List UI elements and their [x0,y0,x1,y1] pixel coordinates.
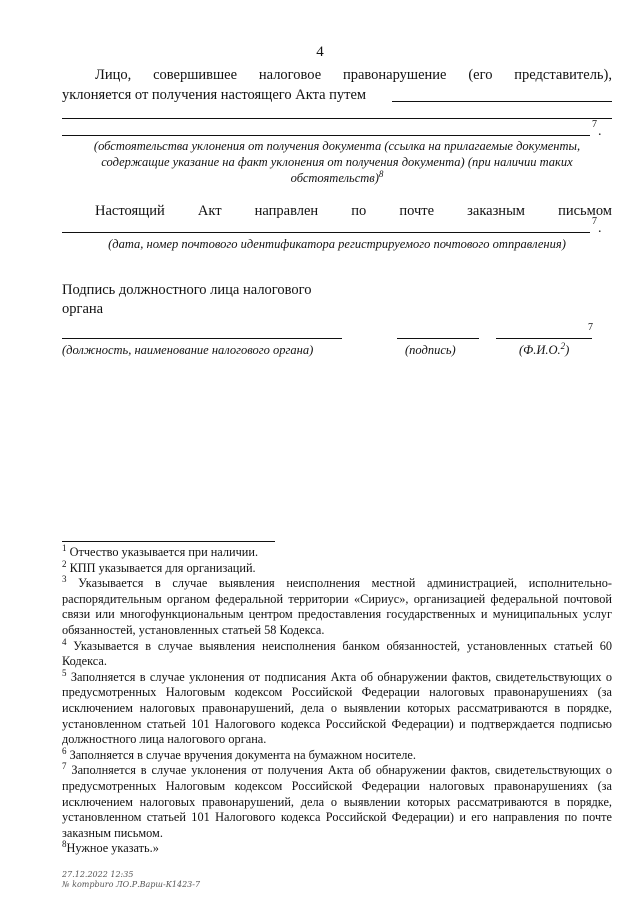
footnote [62,542,612,561]
footnote-text: Нужное указать.» [66,841,159,856]
word: совершившее [153,67,238,83]
period: . [598,124,602,139]
name-fill-line[interactable] [496,338,592,339]
footnote [62,576,612,638]
name-caption [519,342,569,358]
word: письмом [558,203,612,219]
word: направлен [254,203,319,219]
heading-line: Подпись должностного лица налогового [62,282,312,298]
footnote-number: 6 [62,745,67,756]
footnote-separator [62,541,275,542]
footnote-number: 1 [62,542,67,553]
evasion-caption [62,138,612,186]
heading-line: органа [62,301,104,317]
print-stamp [62,870,200,890]
footnote-text: Указывается в случае выявления неисполнения местной администрацией, исполнительно-распорядительным органом федеральной территории «Сириус», организацией федеральной почтовой связи или многофункциональным центром предоставления государственных и муниципальных услуг обязанностей, установленных статьей 58 Кодекса. [62,576,613,637]
footnote-mark: 7 [588,322,593,333]
word: налоговое [258,67,322,83]
word: Лицо, [95,67,132,83]
footnote [62,745,612,764]
caption-line: содержащие указание на факт уклонения от получения документа) (при наличии таких [101,155,573,169]
footnote-text: Отчество указывается при наличии. [69,545,259,559]
stamp-line: 27.12.2022 12:35 [62,870,134,879]
footnote-number: 3 [62,574,67,585]
word: (его [468,67,493,83]
evasion-line1 [95,66,612,85]
word: Настоящий [95,203,165,219]
signature-heading [62,281,382,319]
position-fill-line[interactable] [62,338,342,339]
word: представитель), [514,67,612,83]
footnote-number: 2 [62,558,67,569]
footnote-text: Заполняется в случае вручения документа на бумажном носителе. [69,747,416,762]
mail-fill-line[interactable] [62,232,590,233]
word: почте [399,203,435,219]
caption-text: (Ф.И.О. [519,343,561,357]
footnote-mark: 8 [378,168,384,179]
footnote-text: Указывается в случае выявления неисполнения банком обязанностей, установленных статьей 60 Кодекса. [62,638,613,669]
evasion-fill-line[interactable] [392,101,612,102]
footnote-mark: 7 [592,216,597,227]
position-caption: (должность, наименование налогового органа) [62,343,314,357]
footnote-number: 7 [62,761,67,772]
footnote [62,841,612,857]
word: правонарушение [342,67,447,83]
caption-text: ) [565,343,570,357]
evasion-fill-line[interactable] [62,135,590,136]
footnote [62,636,613,670]
mail-caption: (дата, номер почтового идентификатора регистрируемого почтового отправления) [108,237,566,251]
footnote-mark: 2 [560,340,566,351]
footnote-number: 5 [62,667,67,678]
footnote [62,558,612,577]
footnotes [62,542,613,857]
word: по [351,203,367,219]
evasion-line2: уклоняется от получения настоящего Акта путем [62,87,367,103]
page-number: 4 [316,44,324,60]
sign-caption: (подпись) [405,343,456,357]
footnote [62,667,612,748]
signature-fill-line[interactable] [397,338,479,339]
evasion-fill-line[interactable] [62,118,612,119]
footnote-number: 8 [62,839,67,850]
footnote-number: 4 [62,636,67,647]
period: . [598,221,602,236]
footnote-mark: 7 [592,119,597,130]
mail-line [95,202,612,221]
stamp-line: № kompburo ЛО.Р.Варш-К1423-7 [62,880,201,889]
footnote-text: Заполняется в случае уклонения от подписания Акта об обнаружении фактов, свидетельствующих о предусмотренных Налоговым кодексом Российской Федерации налоговых правонарушениях (за исключением налоговых правонарушений, дела о выявлении которых рассматриваются в порядке, установленном статьей 101 Налогового кодекса Российской Федерации) и подтверждается подписью должностного лица налогового органа. [62,669,612,747]
word: заказным [467,203,525,219]
footnote [62,763,612,841]
caption-line: (обстоятельства уклонения от получения документа (ссылка на прилагаемые документы, [93,139,581,153]
caption-line: обстоятельств) [290,171,379,185]
footnote-text: Заполняется в случае уклонения от получения Акта об обнаружении фактов, свидетельствующих о предусмотренных Налоговым кодексом Российской Федерации налоговых правонарушениях (за исключением налоговых правонарушений, дела о выявлении которых рассматриваются в порядке, установленном статьей 101 Налогового кодекса Российской Федерации) и его направления по почте заказным письмом. [62,763,612,840]
word: Акт [197,203,222,219]
footnote-text: КПП указывается для организаций. [69,560,256,575]
